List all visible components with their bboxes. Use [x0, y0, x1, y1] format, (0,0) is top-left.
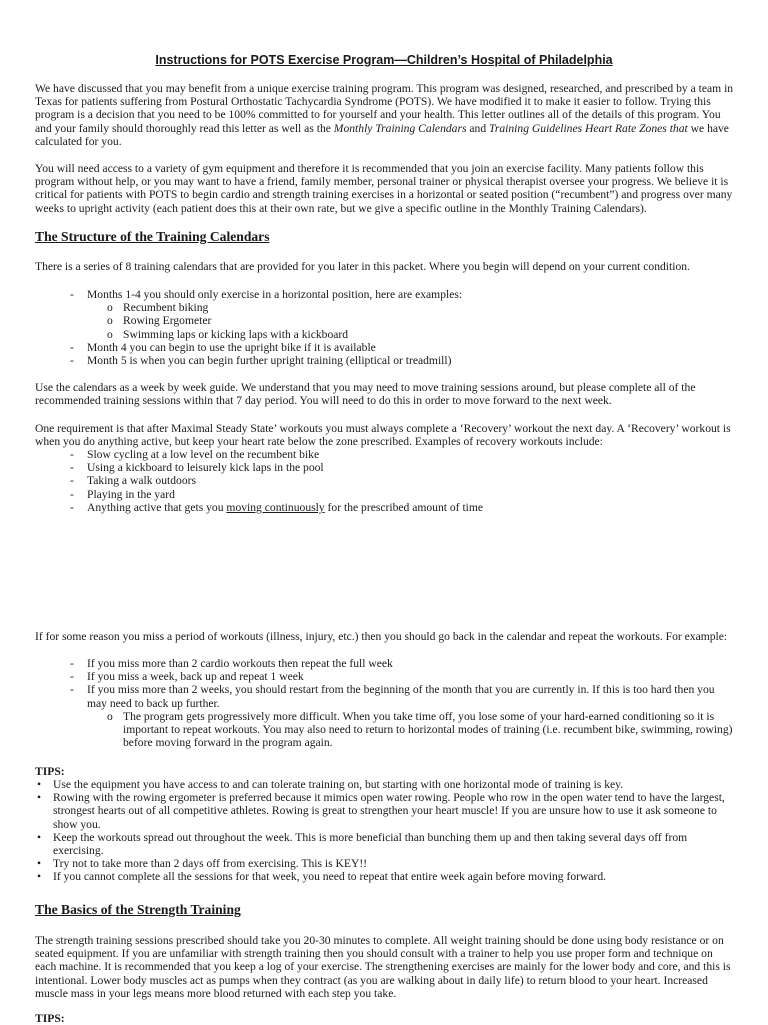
circle-marker: o	[107, 327, 113, 341]
tip-item: If you cannot complete all the sessions for that week, you need to repeat that entire week again before moving forward.	[53, 870, 607, 884]
list-item	[35, 328, 735, 341]
tip-item: Keep the workouts spread out throughout the week. This is more beneficial than bunching them up and then taking several days off from exercising.	[53, 830, 688, 858]
recovery-last-pre: Anything active that gets you	[87, 500, 227, 514]
list-item	[35, 314, 735, 327]
dash-marker: -	[70, 657, 74, 670]
intro-end: we have calculated for you.	[35, 121, 729, 148]
circle-marker: o	[107, 301, 113, 315]
dash-marker: -	[70, 474, 74, 488]
recovery-item: Slow cycling at a low level on the recumbent bike	[87, 448, 320, 461]
list-item	[35, 791, 735, 831]
months-list	[35, 288, 735, 367]
example-item: Recumbent biking	[123, 301, 209, 315]
list-item	[35, 341, 735, 354]
list-item	[35, 870, 735, 883]
list-item	[35, 670, 735, 683]
dash-marker: -	[70, 288, 74, 301]
intro-and: and	[466, 121, 490, 135]
page-title: Instructions for POTS Exercise Program—Children’s Hospital of Philadelphia	[155, 53, 613, 67]
intro-paragraph-2: You will need access to a variety of gym equipment and therefore it is recommended that you join an exercise facility. Many patients follow this program without help, or you may want to have a friend, family member, personal trainer or physical therapist oversee your progress. We believe it is critical for patients with POTS to begin cardio and strength training exercises in a horizontal or seated position (“recumbent”) and progress over many weeks to upright activity (each patient does this at their own rate, but we give a specific outline in the Monthly Training Calendars).	[35, 162, 733, 215]
dash-marker: -	[70, 683, 74, 697]
calendars-paragraph: Use the calendars as a week by week guide. We understand that you may need to move training sessions around, but please complete all of the recommended training sessions within that 7 day period. You will need to do this in order to move forward to the next week.	[35, 381, 696, 408]
dash-marker: -	[70, 487, 74, 501]
bullet-marker: •	[37, 778, 42, 791]
intro-paragraph-1	[35, 82, 735, 148]
bullet-marker: •	[37, 857, 42, 871]
recovery-item: Using a kickboard to leisurely kick laps in the pool	[87, 461, 324, 475]
list-item	[35, 831, 735, 857]
list-item	[35, 288, 735, 301]
example-item: Swimming laps or kicking laps with a kickboard	[123, 327, 349, 341]
recovery-item: Taking a walk outdoors	[87, 474, 196, 488]
missed-workouts-paragraph: If for some reason you miss a period of workouts (illness, injury, etc.) then you should go back in the calendar and repeat the workouts. For example:	[35, 630, 728, 643]
list-item	[35, 461, 735, 474]
strength-paragraph: The strength training sessions prescribed should take you 20-30 minutes to complete. All weight training should be done using body resistance or on seated equipment. If you are unfamiliar with strength training then you should consult with a trainer to help you use proper form and technique on each machine. It is recommended that you keep a log of your exercise. The strengthening exercises are mainly for the lower body and core, and this is intentional. Lower body muscles act as pumps when they contract (as you are walking about in daily life) to return blood to your heart. Increased muscle mass in your legs means more blood returned with each step you take.	[35, 934, 731, 1000]
dash-marker: -	[70, 500, 74, 514]
strength-tips-heading: TIPS:	[35, 1012, 65, 1025]
list-item	[35, 354, 735, 367]
list-item	[35, 683, 735, 709]
tip-item: Use the equipment you have access to and can tolerate training on, but starting with one horizontal mode of training is key.	[53, 778, 624, 791]
recovery-item: Playing in the yard	[87, 487, 175, 501]
missed-item: If you miss more than 2 weeks, you should restart from the beginning of the month that you are currently in. If this is too hard then you may need to back up further.	[87, 683, 715, 710]
dash-marker: -	[70, 354, 74, 368]
dash-marker: -	[70, 448, 74, 461]
list-item	[35, 710, 735, 750]
recovery-paragraph: One requirement is that after Maximal Steady State’ workouts you must always complete a ‘Recovery’ workout the next day. A ‘Recovery’ workout is when you do anything active, but keep your heart rate below the zone prescribed. Examples of recovery workouts include:	[35, 422, 731, 449]
circle-marker: o	[107, 314, 113, 328]
intro-text: We have discussed that you may benefit from a unique exercise training program. This program was designed, researched, and prescribed by a team in Texas for patients suffering from Postural Orthostatic Tachycardia Syndrome (POTS). We have modified it to make it easier to follow. Trying this program is a decision that you need to be 100% committed to for yourself and your health. This letter outlines all of the details of this program. You and your family should thoroughly read this letter as well as the	[35, 82, 734, 135]
missed-item: If you miss more than 2 cardio workouts then repeat the full week	[87, 657, 393, 670]
dash-marker: -	[70, 461, 74, 475]
bullet-marker: •	[37, 791, 42, 805]
tips-list	[35, 778, 735, 884]
tip-item: Rowing with the rowing ergometer is preferred because it mimics open water rowing. People who row in the open water tend to have the largest, strongest hearts out of all competitive athletes. Rowing is great to strengthen your heart muscle! If you are unsure how to use it ask someone to show you.	[53, 791, 725, 831]
month-1-4-text: Months 1-4 you should only exercise in a horizontal position, here are examples:	[87, 288, 463, 301]
dash-marker: -	[70, 340, 74, 354]
missed-list	[35, 657, 735, 749]
recovery-last-post: for the prescribed amount of time	[324, 500, 484, 514]
list-item	[35, 448, 735, 461]
example-item: Rowing Ergometer	[123, 314, 212, 328]
list-item	[35, 488, 735, 501]
recovery-list	[35, 448, 735, 514]
list-item	[35, 657, 735, 670]
month-4-text: Month 4 you can begin to use the upright bike if it is available	[87, 340, 376, 354]
bullet-marker: •	[37, 870, 42, 884]
missed-sub-item: The program gets progressively more difficult. When you take time off, you lose some of your hard-earned conditioning so it is important to repeat workouts. You may also need to return to horizontal modes of training (i.e. recumbent bike, swimming, rowing) before moving forward in the program again.	[123, 709, 733, 750]
list-item	[35, 501, 735, 514]
missed-item: If you miss a week, back up and repeat 1 week	[87, 670, 304, 684]
month-5-text: Month 5 is when you can begin further upright training (elliptical or treadmill)	[87, 354, 452, 368]
list-item	[35, 778, 735, 791]
strength-heading: The Basics of the Strength Training	[35, 902, 241, 917]
bullet-marker: •	[37, 830, 42, 844]
list-item	[35, 301, 735, 314]
list-item	[35, 474, 735, 487]
structure-heading: The Structure of the Training Calendars	[35, 229, 270, 244]
structure-paragraph: There is a series of 8 training calendars that are provided for you later in this packet. Where you begin will depend on your current condition.	[35, 260, 690, 273]
calendars-reference: Monthly Training Calendars	[333, 121, 467, 135]
dash-marker: -	[70, 670, 74, 684]
circle-marker: o	[107, 709, 113, 723]
list-item	[35, 857, 735, 870]
tip-item: Try not to take more than 2 days off from exercising. This is KEY!!	[53, 857, 368, 871]
moving-continuously-emphasis: moving continuously	[226, 500, 325, 514]
tips-heading: TIPS:	[35, 765, 65, 778]
guidelines-reference: Training Guidelines Heart Rate Zones that	[489, 121, 688, 135]
